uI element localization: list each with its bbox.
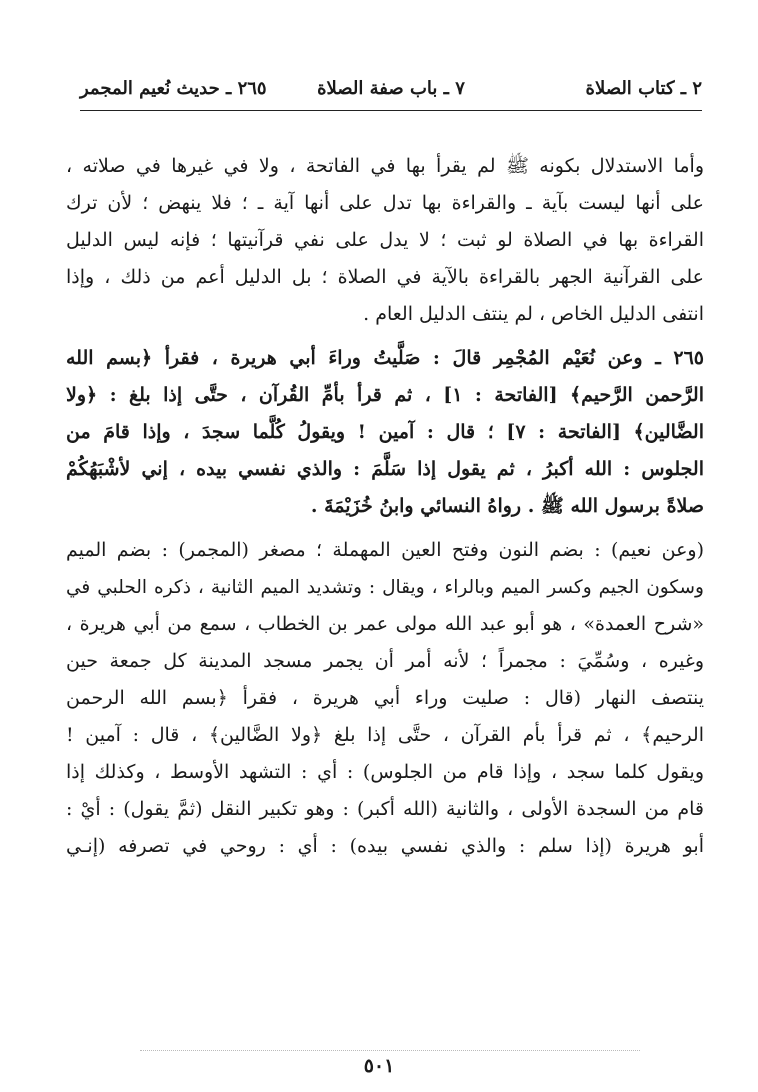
hadith-line: ٢٦٥ ـ وعن نُعَيْم المُجْمِر قالَ : صَلَّيتُ وراءَ أبي هريرة ، فقرأ ﴿بسم الله <box>66 347 704 369</box>
hadith-line: صلاةً برسول الله ﷺ . رواهُ النسائي وابنُ خُزَيْمَةَ . <box>310 495 704 517</box>
commentary-line: أبو هريرة (إذا سلم : والذي نفسي بيده) : أي : روحي في تصرفه (إنـي <box>66 835 704 857</box>
para1-line: القراءة بها في الصلاة لو ثبت ؛ لا يدل على نفي قرآنيتها ؛ فإنه ليس الدليل <box>66 229 704 251</box>
para1-line: على القرآنية الجهر بالقراءة بالآية في الصلاة ؛ بل الدليل أعم من ذلك ، وإذا <box>66 266 704 288</box>
running-header <box>80 78 702 108</box>
header-rule <box>80 110 702 111</box>
para1-line: انتفى الدليل الخاص ، لم ينتف الدليل العام . <box>363 303 704 325</box>
para1-line: وأما الاستدلال بكونه ﷺ لم يقرأ بها في الفاتحة ، ولا في غيرها في صلاته ، <box>66 155 704 177</box>
para1-line: على أنها ليست بآية ـ والقراءة بها تدل على أنها آية ـ ؛ فلا ينهض ؛ لأن ترك <box>66 192 704 214</box>
commentary-line: ويقول كلما سجد ، وإذا قام من الجلوس) : أي : التشهد الأوسط ، وكذلك إذا <box>66 761 704 783</box>
commentary-line: الرحيم﴾ ، ثم قرأ بأم القرآن ، حتَّى إذا بلغ ﴿ولا الضَّالين﴾ ، قال : آمين ! <box>66 724 704 746</box>
header-chapter-title: ٧ ـ باب صفة الصلاة <box>317 78 465 99</box>
page-number: ٥٠١ <box>363 1055 395 1077</box>
hadith-line: الجلوس : الله أكبرُ ، ثم يقول إذا سَلَّمَ : والذي نفسي بيده ، إني لأشْبَهُكُمْ <box>66 458 704 480</box>
hadith-line: الضَّالين﴾ [الفاتحة : ٧] ؛ قال : آمين ! ويقولُ كُلَّما سجدَ ، وإذا قامَ من <box>66 421 704 443</box>
commentary-line: وغيره ، وسُمِّيَ : مجمراً ؛ لأنه أمر أن يجمر مسجد المدينة كل جمعة حين <box>66 650 704 672</box>
commentary-line: «شرح العمدة» ، هو أبو عبد الله مولى عمر بن الخطاب ، سمع من أبي هريرة ، <box>66 613 704 635</box>
hadith-line: الرَّحمن الرَّحيم﴾ [الفاتحة : ١] ، ثم قرأ بأمِّ القُرآن ، حتَّى إذا بلغ : ﴿ولا <box>66 384 704 406</box>
commentary-line: وسكون الجيم وكسر الميم وبالراء ، ويقال : وتشديد الميم الثانية ، ذكره الحلبي في <box>66 577 704 598</box>
commentary-line: ينتصف النهار (قال : صليت وراء أبي هريرة ، فقرأ ﴿بسم الله الرحمن <box>66 687 704 709</box>
body-text <box>66 148 704 865</box>
header-hadith-title: ٢٦٥ ـ حديث نُعيم المجمر <box>80 78 267 99</box>
commentary-line: (وعن نعيم) : بضم النون وفتح العين المهملة ؛ مصغر (المجمر) : بضم الميم <box>66 539 704 561</box>
header-book-title: ٢ ـ كتاب الصلاة <box>585 78 702 99</box>
footer-rule <box>140 1050 640 1051</box>
commentary-line: قام من السجدة الأولى ، والثانية (الله أكبر) : وهو تكبير النقل (ثمَّ يقول) : أيْ : <box>66 798 704 820</box>
